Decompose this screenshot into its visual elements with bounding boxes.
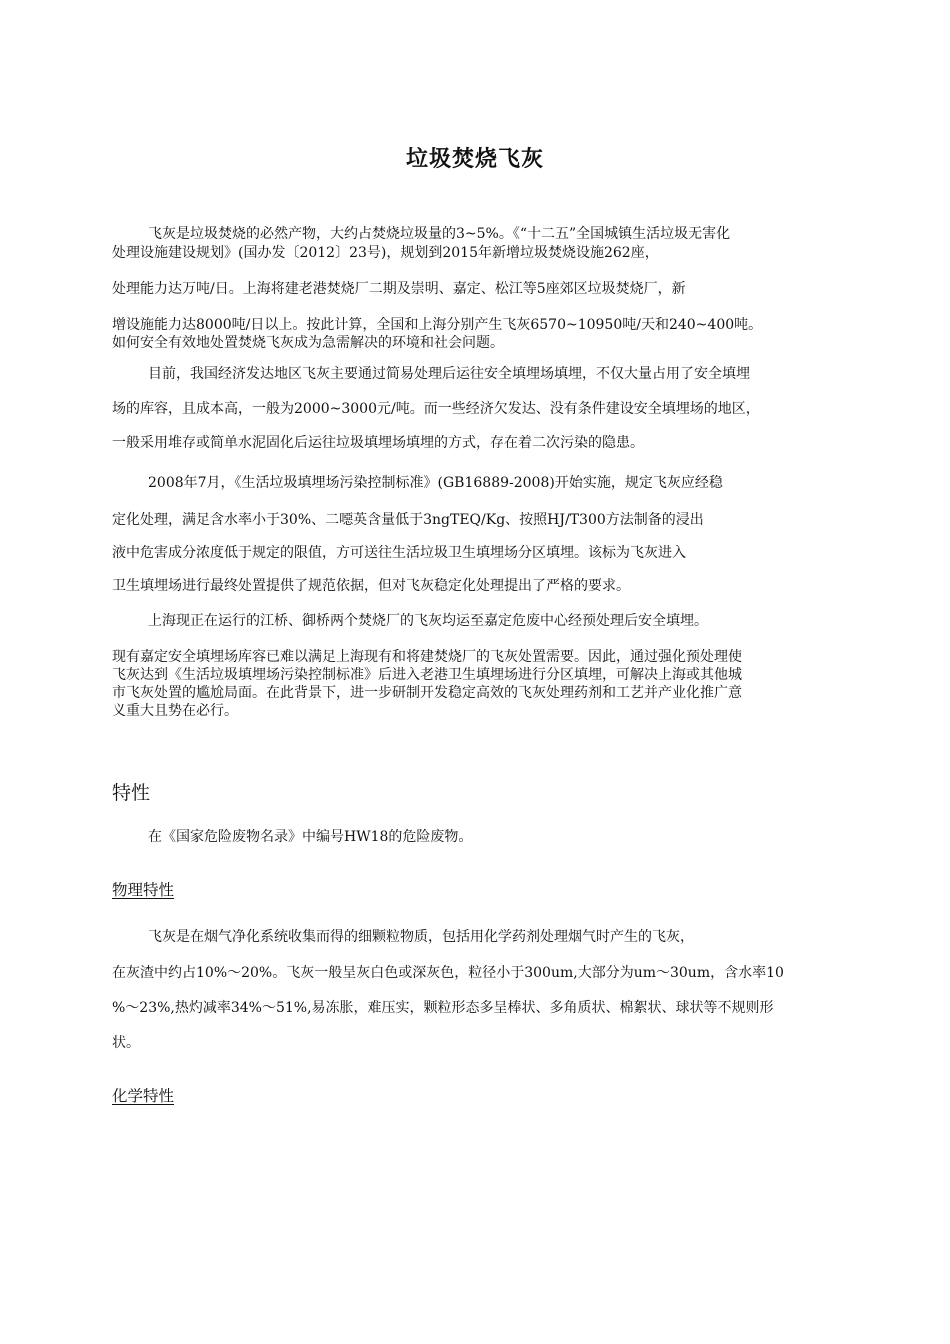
intro-line: 定化处理，满足含水率小于30%、二噁英含量低于3ngTEQ/Kg、按照HJ/T300方法制备的浸出 xyxy=(112,512,704,528)
section-heading-chemical: 化学特性 xyxy=(112,1087,175,1105)
intro-line: 液中危害成分浓度低于规定的限值，方可送往生活垃圾卫生填埋场分区填埋。该标为飞灰进入 xyxy=(112,545,686,561)
intro-line: 市飞灰处置的尴尬局面。在此背景下，进一步研制开发稳定高效的飞灰处理药剂和工艺并产业化推广意 xyxy=(112,685,742,701)
properties-text: 在《国家危险废物名录》中编号HW18的危险废物。 xyxy=(148,829,473,845)
intro-line: 处理能力达万吨/日。上海将建老港焚烧厂二期及崇明、嘉定、松江等5座郊区垃圾焚烧厂，新 xyxy=(112,281,686,297)
intro-line: 义重大且势在必行。 xyxy=(112,703,238,719)
physical-line: 状。 xyxy=(112,1035,140,1051)
intro-line: 处理设施建设规划》(国办发〔2012〕23号)，规划到2015年新增垃圾焚烧设施262座， xyxy=(112,245,659,261)
intro-line: 一般采用堆存或简单水泥固化后运往垃圾填埋场填埋的方式，存在着二次污染的隐患。 xyxy=(112,435,644,451)
intro-line: 现有嘉定安全填埋场库容已难以满足上海现有和将建焚烧厂的飞灰处置需要。因此，通过强化预处理使 xyxy=(112,649,742,665)
intro-line: 场的库容，且成本高，一般为2000~3000元/吨。而一些经济欠发达、没有条件建设安全填埋场的地区， xyxy=(112,401,760,417)
intro-line: 目前，我国经济发达地区飞灰主要通过简易处理后运往安全填埋场填埋，不仅大量占用了安全填埋 xyxy=(148,366,750,382)
intro-line: 上海现正在运行的江桥、御桥两个焚烧厂的飞灰均运至嘉定危废中心经预处理后安全填埋。 xyxy=(148,613,708,629)
intro-line: 增设施能力达8000吨/日以上。按此计算，全国和上海分别产生飞灰6570~10950吨/天和240~400吨。 xyxy=(112,317,763,333)
section-heading-physical: 物理特性 xyxy=(112,881,175,899)
document-title: 垃圾焚烧飞灰 xyxy=(405,147,544,172)
physical-line: %〜23%,热灼减率34%〜51%,易冻胀，难压实，颗粒形态多呈棒状、多角质状、棉絮状、球状等不规则形 xyxy=(112,1000,774,1016)
intro-line: 如何安全有效地处置焚烧飞灰成为急需解决的环境和社会问题。 xyxy=(112,335,504,351)
section-heading-properties: 特性 xyxy=(112,782,151,804)
intro-line: 卫生填埋场进行最终处置提供了规范依据，但对飞灰稳定化处理提出了严格的要求。 xyxy=(112,578,630,594)
physical-line: 飞灰是在烟气净化系统收集而得的细颗粒物质，包括用化学药剂处理烟气时产生的飞灰， xyxy=(148,929,694,945)
physical-line: 在灰渣中约占10%〜20%。飞灰一般呈灰白色或深灰色，粒径小于300um,大部分为um〜30um，含水率10 xyxy=(112,965,784,981)
intro-line: 飞灰达到《生活垃圾填埋场污染控制标准》后进入老港卫生填埋场进行分区填埋，可解决上海或其他城 xyxy=(112,667,742,683)
intro-line: 飞灰是垃圾焚烧的必然产物，大约占焚烧垃圾量的3~5%。《“十二五”全国城镇生活垃圾无害化 xyxy=(148,226,731,242)
intro-line: 2008年7月，《生活垃圾填埋场污染控制标准》(GB16889-2008)开始实施，规定飞灰应经稳 xyxy=(148,475,723,491)
